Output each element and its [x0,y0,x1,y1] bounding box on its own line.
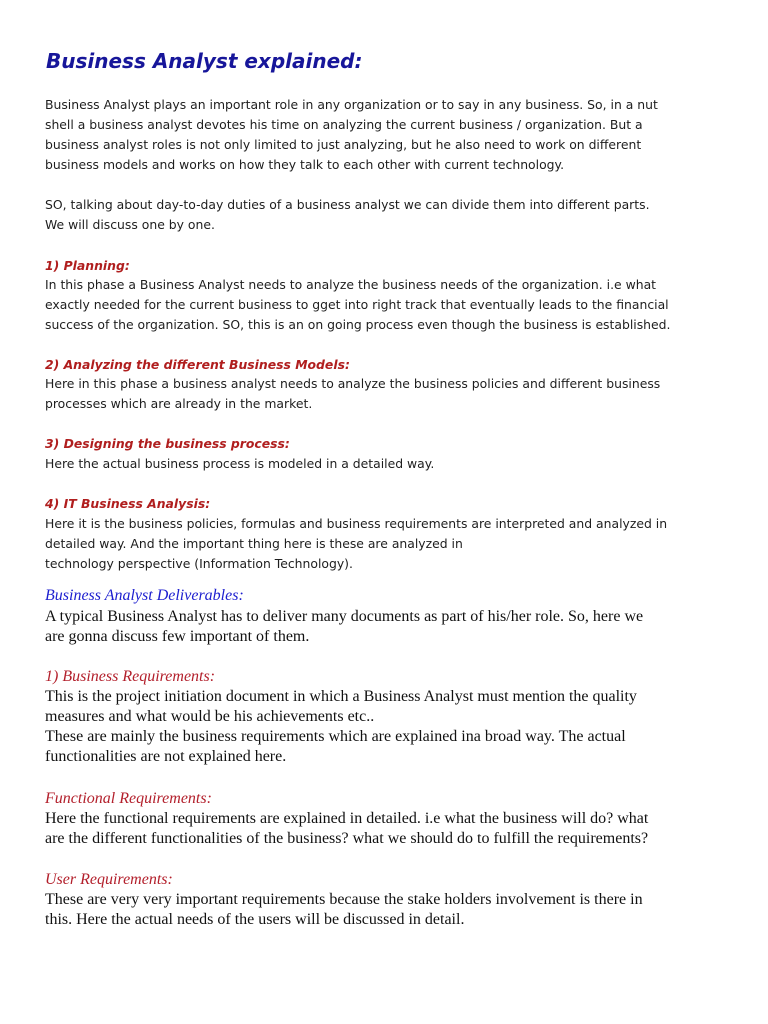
text-line: measures and what would be his achievements etc.. [45,708,375,725]
text-line: This is the project initiation document in which a Business Analyst must mention the quality [45,688,637,705]
text-line: Here the actual business process is modeled in a detailed way. [45,456,435,471]
text-line: In this phase a Business Analyst needs to analyze the business needs of the organization. i.e what [45,277,657,292]
text-line: Here it is the business policies, formulas and business requirements are interpreted and analyzed in [45,516,668,531]
text-line: business models and works on how they talk to each other with current technology. [45,157,565,172]
requirements-heading-business: 1) Business Requirements: [45,668,216,685]
text-line: success of the organization. SO, this is an on going process even though the business is established. [45,317,671,332]
text-line: SO, talking about day-to-day duties of a business analyst we can divide them into different parts. [45,197,650,212]
duty-text-analyzing [45,374,660,414]
requirements-text-functional [45,809,648,849]
text-line: Here in this phase a business analyst needs to analyze the business policies and different business [45,376,661,391]
intro-paragraph-2 [45,195,650,235]
text-line: are gonna discuss few important of them. [45,628,310,645]
requirements-text-business [45,687,637,767]
duty-heading-planning: 1) Planning: [45,258,130,273]
duty-text-planning [45,275,670,335]
text-line: We will discuss one by one. [45,217,215,232]
requirements-text-user [45,890,643,930]
text-line: exactly needed for the current business to gget into right track that eventually leads to the financial [45,297,669,312]
text-line: are the different functionalities of the business? what we should do to fulfill the requirements? [45,830,649,847]
duty-heading-designing: 3) Designing the business process: [45,436,290,451]
intro-paragraph-1 [45,95,658,175]
text-line: shell a business analyst devotes his time on analyzing the current business / organization. But a [45,117,643,132]
duty-heading-it-analysis: 4) IT Business Analysis: [45,496,211,511]
text-line: technology perspective (Information Technology). [45,556,353,571]
text-line: A typical Business Analyst has to deliver many documents as part of his/her role. So, here we [45,608,644,625]
text-line: functionalities are not explained here. [45,748,287,765]
text-line: These are mainly the business requirements which are explained ina broad way. The actual [45,728,626,745]
deliverables-heading: Business Analyst Deliverables: [45,587,244,604]
text-line: processes which are already in the market. [45,396,313,411]
requirements-heading-user: User Requirements: [45,871,173,888]
text-line: business analyst roles is not only limited to just analyzing, but he also need to work on different [45,137,642,152]
text-line: Here the functional requirements are explained in detailed. i.e what the business will do? what [45,810,649,827]
duty-text-it-analysis [45,514,667,574]
text-line: detailed way. And the important thing here is these are analyzed in [45,536,463,551]
text-line: this. Here the actual needs of the users will be discussed in detail. [45,911,465,928]
duty-heading-analyzing: 2) Analyzing the different Business Models: [45,357,350,372]
page-title: Business Analyst explained: [46,49,363,73]
text-line: Business Analyst plays an important role in any organization or to say in any business. So, in a nut [45,97,658,112]
duty-text-designing [45,454,434,474]
requirements-heading-functional: Functional Requirements: [45,790,212,807]
deliverables-text [45,607,643,647]
text-line: These are very very important requirements because the stake holders involvement is there in [45,891,643,908]
